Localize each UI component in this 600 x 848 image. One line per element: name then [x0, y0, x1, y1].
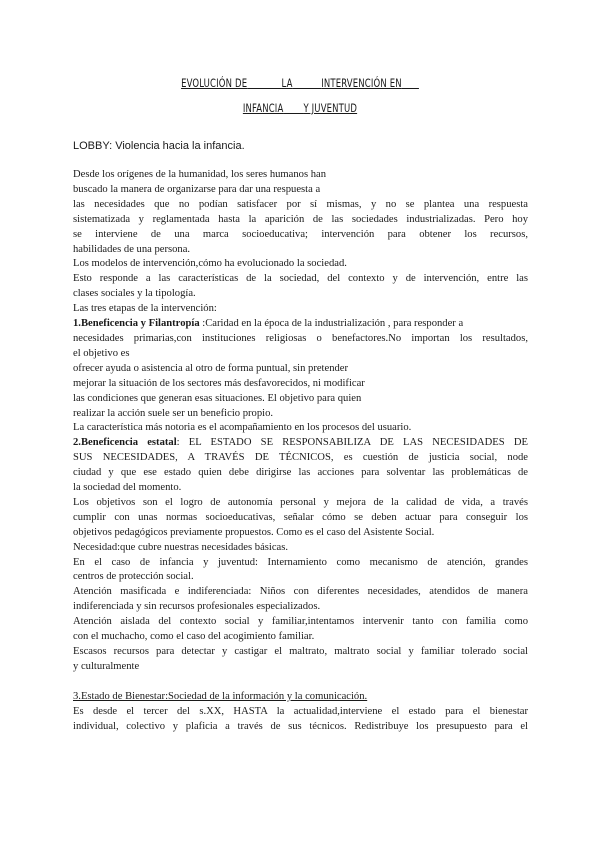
- document-body: [73, 168, 528, 735]
- paragraph-line: Esto responde a las características de la sociedad, del contexto y de intervención, entre las: [73, 273, 528, 285]
- title-word: LA: [281, 76, 293, 90]
- lobby-line: LOBBY: Violencia hacia la infancia.: [73, 140, 245, 152]
- paragraph-line: [73, 690, 528, 705]
- paragraph-line: se interviene de una marca socioeducativa; intervención para obtener los recursos,: [73, 228, 528, 240]
- paragraph-line: [73, 436, 528, 451]
- paragraph-line: el objetivo es: [73, 347, 130, 359]
- paragraph-line: buscado la manera de organizarse para dar una respuesta a: [73, 183, 321, 195]
- paragraph-line: clases sociales y la tipología.: [73, 288, 196, 300]
- paragraph-line: la sociedad del momento.: [73, 482, 182, 494]
- paragraph-line: centros de protección social.: [73, 571, 194, 583]
- title-line-2: [54, 101, 546, 115]
- title-line-1: [54, 76, 546, 90]
- paragraph-line: sistematizada y reglamentada hasta la aparición de las sociedades industrializadas. Pero hoy: [73, 213, 528, 225]
- paragraph-line: las condiciones que generan esas situaciones. El objetivo para quien: [73, 392, 362, 404]
- paragraph-line: SUS NECESIDADES, A TRAVÉS DE TÉCNICOS, es cuestión de justicia social, node: [73, 452, 528, 464]
- paragraph-line: y culturalmente: [73, 660, 140, 672]
- paragraph-line: Es desde el tercer del s.XX, HASTA la actualidad,interviene el estado para el bienestar: [73, 705, 528, 717]
- paragraph-text: : EL ESTADO SE RESPONSABILIZA DE LAS NECESIDADES DE: [176, 437, 528, 449]
- paragraph-line: Desde los orígenes de la humanidad, los seres humanos han: [73, 169, 327, 180]
- paragraph-line: necesidades primarias,con instituciones religiosas o benefactores.No importan los resultados,: [73, 332, 528, 344]
- paragraph-gap: [73, 675, 528, 690]
- paragraph-line: objetivos pedagógicos previamente propuestos. Como es el caso del Asistente Social.: [73, 526, 435, 538]
- paragraph-line: Atención aislada del contexto social y familiar,intentamos intervenir tanto con familia como: [73, 616, 528, 628]
- title-word: INTERVENCIÓN EN: [321, 76, 402, 90]
- paragraph-text: :Caridad en la época de la industrialización , para responder a: [199, 318, 464, 330]
- section-heading-1: 1.Beneficencia y Filantropía: [73, 318, 200, 330]
- paragraph-line: [73, 317, 528, 332]
- paragraph-line: mejorar la situación de los sectores más desfavorecidos, ni modificar: [73, 377, 365, 389]
- paragraph-line: Atención masificada e indiferenciada: Niños con diferentes necesidades, atendidos de manera: [73, 586, 528, 598]
- title-word: INFANCIA: [242, 101, 284, 115]
- paragraph-line: individual, colectivo y plaficia a través de sus técnicos. Redistribuye los presupuesto para el: [73, 720, 528, 732]
- paragraph-line: Necesidad:que cubre nuestras necesidades básicas.: [73, 541, 289, 553]
- paragraph-line: ofrecer ayuda o asistencia al otro de forma puntual, sin pretender: [73, 362, 349, 374]
- paragraph-line: En el caso de infancia y juventud: Internamiento como mecanismo de atención, grandes: [73, 556, 528, 568]
- paragraph-line: Las tres etapas de la intervención:: [73, 303, 217, 315]
- section-heading-2: 2.Beneficencia estatal: [73, 437, 177, 449]
- paragraph-line: Escasos recursos para detectar y castigar el maltrato, maltrato social y familiar tolerado social: [73, 646, 528, 657]
- title-word: EVOLUCIÓN DE: [181, 76, 248, 90]
- paragraph-line: realizar la acción suele ser un beneficio propio.: [73, 407, 274, 419]
- section-heading-3: 3.Estado de Bienestar:Sociedad de la información y la comunicación.: [73, 690, 368, 702]
- paragraph-line: cumplir con unas normas socioeducativas, señalar cómo se deben actuar para conseguir los: [73, 511, 528, 523]
- title-word: Y JUVENTUD: [303, 101, 358, 115]
- paragraph-line: con el muchacho, como el caso del acogimiento familiar.: [73, 631, 315, 643]
- paragraph-line: Los modelos de intervención,cómo ha evolucionado la sociedad.: [73, 258, 347, 270]
- paragraph-line: Los objetivos son el logro de autonomía personal y mejora de la calidad de vida, a través: [73, 496, 528, 508]
- paragraph-line: las necesidades que no podían satisfacer por sí mismas, y no se plantea una respuesta: [73, 198, 528, 210]
- paragraph-line: habilidades de una persona.: [73, 243, 191, 255]
- paragraph-line: ciudad y que ese estado quien debe dirigirse las acciones para solventar las problemáticas de: [73, 467, 528, 479]
- paragraph-line: indiferenciada y sin recursos profesionales especializados.: [73, 601, 321, 613]
- paragraph-line: La característica más notoria es el acompañamiento en los procesos del usuario.: [73, 422, 412, 434]
